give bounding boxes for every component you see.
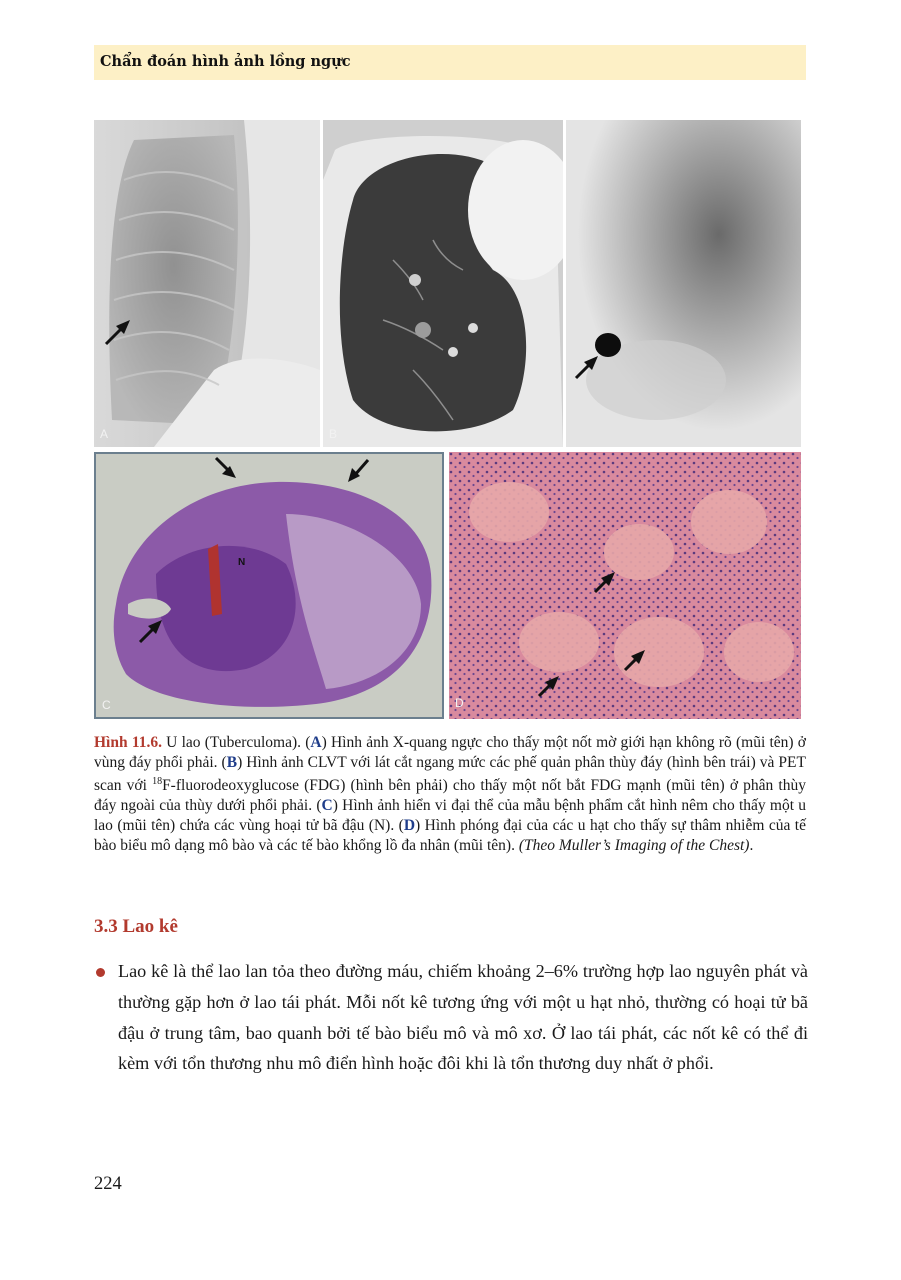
figure-label: Hình 11.6. [94,734,162,751]
panel-label-b: B [329,427,338,441]
caption-panel-ref: B [226,753,238,771]
caption-text: . [749,836,754,854]
caption-panel-ref: A [310,734,322,751]
page-number: 224 [94,1174,122,1194]
bullet-icon [96,968,105,977]
figure-panel-pet-scan [566,120,801,447]
panel-label-a: A [100,427,109,441]
caption-text: U lao (Tuberculoma). ( [161,734,311,751]
caption-text: ) Hình ảnh CLVT với lát cắt ngang mức các phế quản phân thùy đáy (hình bên trái) và PET scan với [94,753,806,795]
caption-text: ) Hình ảnh X-quang ngực cho thấy một nốt mờ giới hạn không rõ (mũi tên) ở vùng đáy phổi phải. ( [94,734,807,771]
figure-panel-b-ct-scan [323,120,563,447]
caption-panel-ref: C [321,797,333,815]
caption-superscript: 18 [152,776,163,788]
necrosis-label: N [238,557,246,568]
running-header [94,45,806,80]
caption-source: (Theo Muller’s Imaging of the Chest) [518,836,750,854]
figure-panel-a-chest-xray [94,120,320,447]
running-header-title: Chẩn đoán hình ảnh lồng ngực [100,53,351,70]
section-heading: 3.3 Lao kê [94,916,178,937]
caption-text: ) Hình phóng đại của các u hạt cho thấy sự thâm nhiễm của tế bào biểu mô dạng mô bào và các tế bào khổng lồ đa nhân (mũi tên). [94,816,806,854]
figure-caption [94,733,806,855]
figure-panel-c-gross-specimen [94,452,444,719]
panel-label-c: C [102,698,111,712]
panel-label-d: D [455,696,464,710]
caption-text: ) Hình ảnh hiển vi đại thể của mẫu bệnh phẩm cắt hình nêm cho thấy một u lao (mũi tên) chứa các vùng hoại tử bã đậu (N). ( [94,797,806,834]
caption-text: F-fluorodeoxyglucose (FDG) (hình bên phải) cho thấy một nốt bắt FDG mạnh (mũi tên) ở phân thùy đáy ngoài của thùy dưới phổi phải. ( [94,777,806,815]
caption-panel-ref: D [403,816,416,834]
figure-panel-d-histology [449,452,801,719]
bullet-paragraph: Lao kê là thể lao lan tỏa theo đường máu, chiếm khoảng 2–6% trường hợp lao nguyên phát và thường gặp hơn ở lao tái phát. Mỗi nốt kê tương ứng với một u hạt nhỏ, thường có hoại tử bã đậu ở trung tâm, bao quanh bởi tế bào biểu mô và mô xơ. Ở lao tái phát, các nốt kê có thể đi kèm với tổn thương nhu mô điển hình hoặc đôi khi là tổn thương duy nhất ở phổi. [118,961,808,1074]
